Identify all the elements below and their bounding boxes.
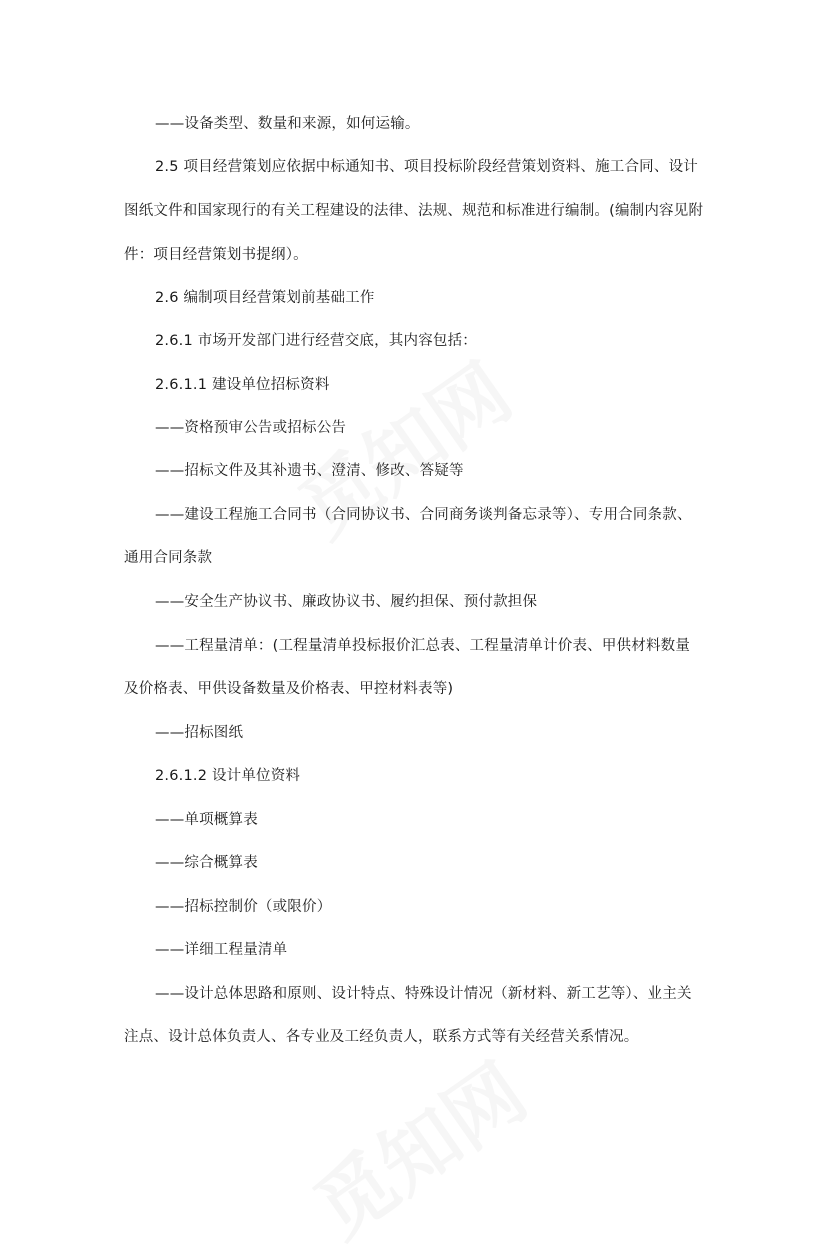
- list-item: ——建设工程施工合同书（合同协议书、合同商务谈判备忘录等）、专用合同条款、: [155, 507, 692, 523]
- watermark: [289, 1033, 545, 1259]
- section-heading: 2.6 编制项目经营策划前基础工作: [155, 290, 375, 306]
- list-item: ——资格预审公告或招标公告: [155, 420, 347, 436]
- paragraph-line: 图纸文件和国家现行的有关工程建设的法律、法规、规范和标准进行编制。(编制内容见附: [124, 203, 704, 219]
- list-item-continuation: 通用合同条款: [124, 550, 213, 566]
- paragraph-line: ——设备类型、数量和来源，如何运输。: [155, 116, 420, 132]
- list-item: ——安全生产协议书、廉政协议书、履约担保、预付款担保: [155, 594, 538, 610]
- paragraph-line: 件：项目经营策划书提纲）。: [124, 247, 308, 263]
- paragraph-line: 2.5 项目经营策划应依据中标通知书、项目投标阶段经营策划资料、施工合同、设计: [155, 159, 698, 175]
- list-item: ——招标文件及其补遗书、澄清、修改、答疑等: [155, 463, 464, 479]
- list-item: ——单项概算表: [155, 812, 258, 828]
- watermark: [274, 333, 530, 559]
- list-item: ——招标控制价（或限价）: [155, 899, 332, 915]
- list-item-continuation: 及价格表、甲供设备数量及价格表、甲控材料表等): [124, 681, 454, 697]
- list-item: ——设计总体思路和原则、设计特点、特殊设计情况（新材料、新工艺等）、业主关: [155, 986, 692, 1002]
- list-item: ——工程量清单：(工程量清单投标报价汇总表、工程量清单计价表、甲供材料数量: [155, 638, 691, 654]
- list-item: ——综合概算表: [155, 855, 258, 871]
- list-item: ——招标图纸: [155, 725, 244, 741]
- list-item-continuation: 注点、设计总体负责人、各专业及工经负责人，联系方式等有关经营关系情况。: [124, 1029, 639, 1045]
- section-heading: 2.6.1.2 设计单位资料: [155, 768, 301, 784]
- section-heading: 2.6.1.1 建设单位招标资料: [155, 377, 330, 393]
- list-item: ——详细工程量清单: [155, 942, 288, 958]
- section-heading: 2.6.1 市场开发部门进行经营交底，其内容包括：: [155, 333, 478, 349]
